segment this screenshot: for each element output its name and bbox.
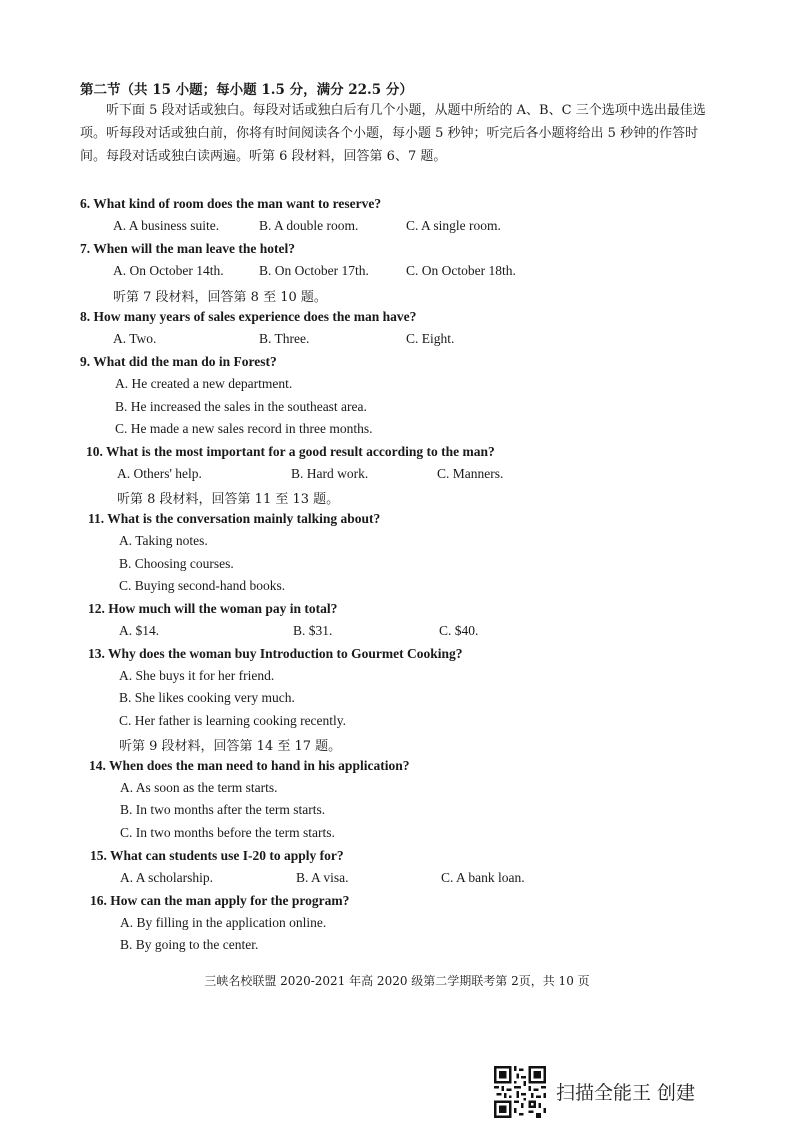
- q7-option-b: B. On October 17th.: [259, 263, 369, 278]
- q6-option-c: C. A single room.: [406, 218, 501, 233]
- question-14: 14. When does the man need to hand in his application?: [89, 758, 410, 773]
- q8-option-a: A. Two.: [113, 331, 157, 346]
- q15-option-b: B. A visa.: [296, 870, 349, 885]
- qr-code-icon: [494, 1066, 546, 1118]
- q7-option-c: C. On October 18th.: [406, 263, 516, 278]
- q10-option-b: B. Hard work.: [291, 466, 369, 481]
- question-11: 11. What is the conversation mainly talking about?: [88, 511, 381, 526]
- q12-option-b: B. $31.: [293, 623, 333, 638]
- q12-option-a: A. $14.: [119, 623, 160, 638]
- passage-8-intro: 听第 8 段材料，回答第 11 至 13 题。: [117, 492, 340, 507]
- passage-9-intro: 听第 9 段材料，回答第 14 至 17 题。: [119, 739, 342, 754]
- question-10: 10. What is the most important for a good result according to the man?: [86, 444, 495, 459]
- q8-option-c: C. Eight.: [406, 331, 455, 346]
- question-13: 13. Why does the woman buy Introduction to Gourmet Cooking?: [88, 646, 463, 661]
- q16-option-a: A. By filling in the application online.: [120, 915, 327, 930]
- q13-option-a: A. She buys it for her friend.: [119, 668, 275, 683]
- q13-option-c: C. Her father is learning cooking recently.: [119, 713, 347, 728]
- question-7: 7. When will the man leave the hotel?: [80, 241, 295, 256]
- section-title: 第二节（共 15 小题；每小题 1.5 分，满分 22.5 分）: [80, 82, 413, 98]
- question-6: 6. What kind of room does the man want to reserve?: [80, 196, 382, 211]
- q9-option-c: C. He made a new sales record in three months.: [115, 421, 373, 436]
- q11-option-b: B. Choosing courses.: [119, 556, 234, 571]
- q6-option-b: B. A double room.: [259, 218, 359, 233]
- q12-option-c: C. $40.: [439, 623, 479, 638]
- q13-option-b: B. She likes cooking very much.: [119, 690, 295, 705]
- q16-option-b: B. By going to the center.: [120, 937, 259, 952]
- q9-option-b: B. He increased the sales in the southeast area.: [115, 399, 367, 414]
- passage-7-intro: 听第 7 段材料，回答第 8 至 10 题。: [113, 290, 327, 305]
- q6-option-a: A. A business suite.: [113, 218, 220, 233]
- question-15: 15. What can students use I-20 to apply for?: [90, 848, 344, 863]
- q15-option-c: C. A bank loan.: [441, 870, 525, 885]
- page-footer: 三峡名校联盟 2020-2021 年高 2020 级第二学期联考第 2页，共 10 页: [204, 974, 590, 988]
- q11-option-c: C. Buying second-hand books.: [119, 578, 286, 593]
- watermark-text: 扫描全能王 创建: [556, 1082, 696, 1104]
- q15-option-a: A. A scholarship.: [120, 870, 213, 885]
- q14-option-a: A. As soon as the term starts.: [120, 780, 278, 795]
- q10-option-c: C. Manners.: [437, 466, 504, 481]
- question-9: 9. What did the man do in Forest?: [80, 354, 277, 369]
- question-12: 12. How much will the woman pay in total?: [88, 601, 338, 616]
- question-16: 16. How can the man apply for the program?: [90, 893, 350, 908]
- q9-option-a: A. He created a new department.: [115, 376, 293, 391]
- q10-option-a: A. Others' help.: [117, 466, 202, 481]
- instructions: 听下面 5 段对话或独白。每段对话或独白后有几个小题，从题中所给的 A、B、C 三个选项中选出最佳选项。听每段对话或独白前，你将有时间阅读各个小题，每小题 5 秒钟；听完后各小题将给出 5 秒钟的作答时间。每段对话或独白读两遍。听第 6 段材料，回答第 6、7 题。: [80, 103, 706, 164]
- q11-option-a: A. Taking notes.: [119, 533, 208, 548]
- q8-option-b: B. Three.: [259, 331, 310, 346]
- question-8: 8. How many years of sales experience does the man have?: [80, 309, 417, 324]
- q7-option-a: A. On October 14th.: [113, 263, 224, 278]
- q14-option-c: C. In two months before the term starts.: [120, 825, 335, 840]
- q14-option-b: B. In two months after the term starts.: [120, 802, 326, 817]
